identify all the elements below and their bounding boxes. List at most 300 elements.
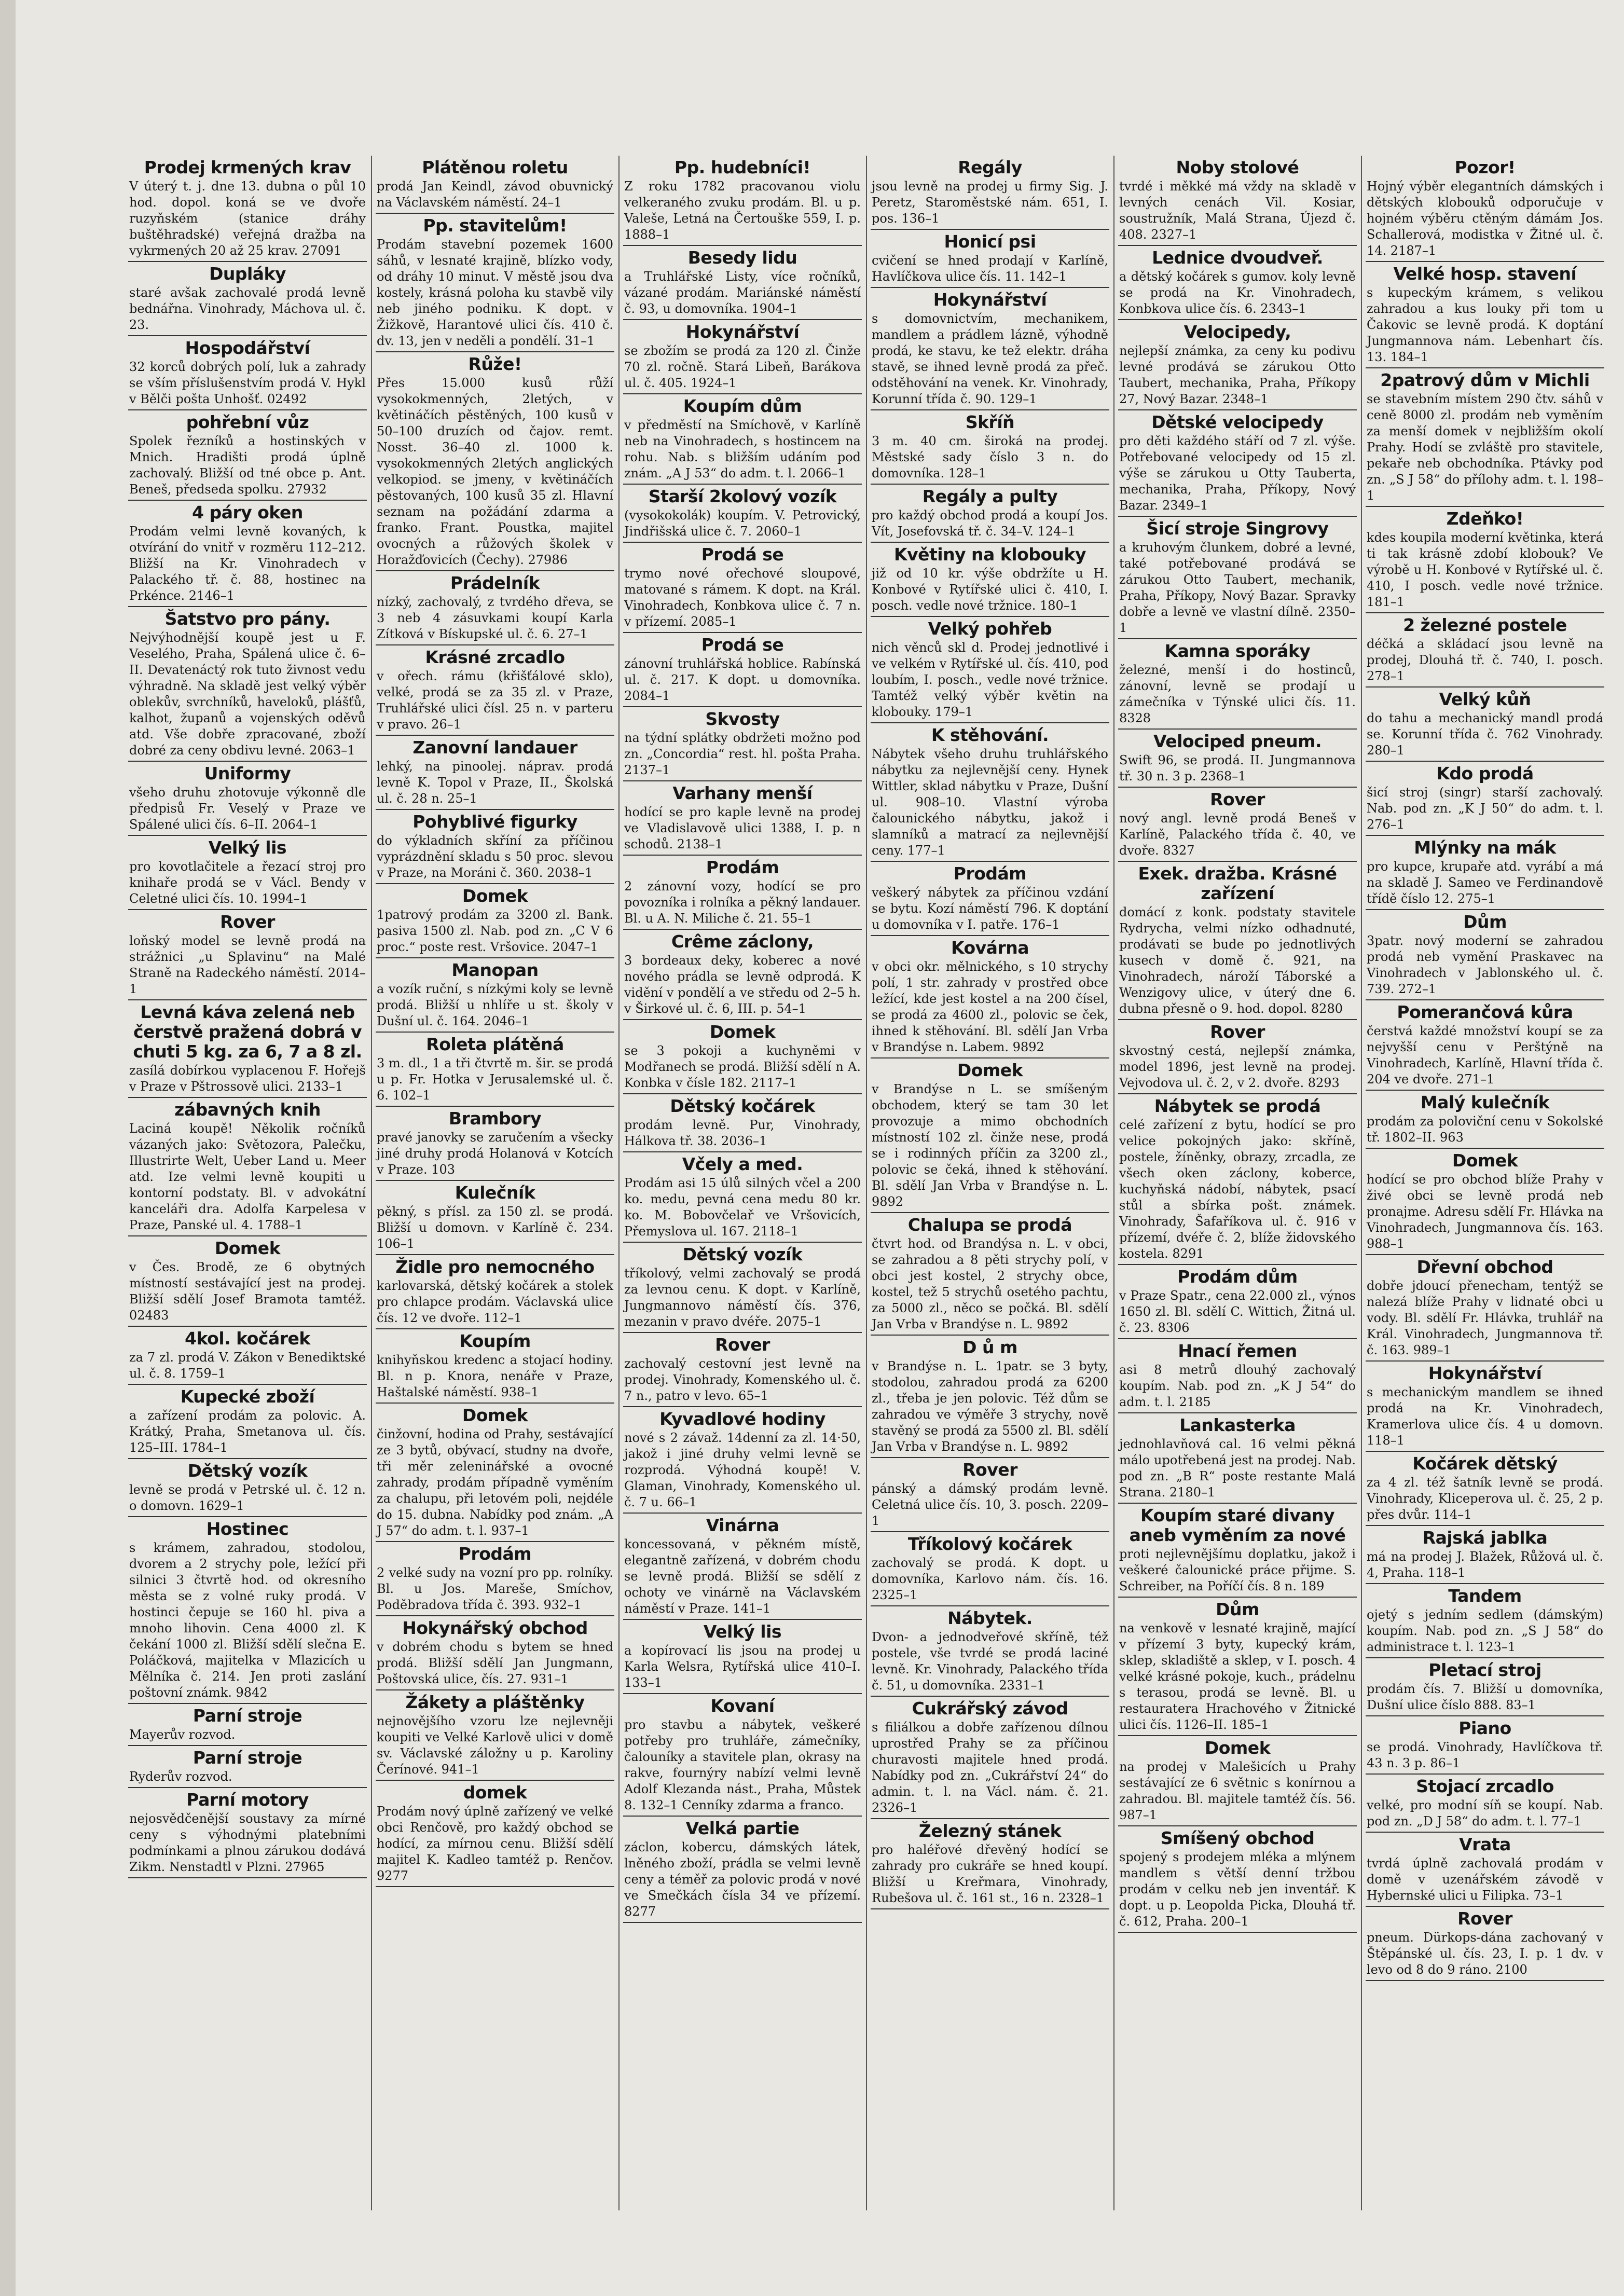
ad-body: hodící se pro obchod blíže Prahy v živé obci se levně prodá neb pronajme. Adresu sdělí Fr. Hlávka na Vinohradech, Jungmannova čís. 163. 988–1 <box>1367 1172 1603 1251</box>
classified-ad <box>128 1706 367 1746</box>
ad-headline: Smíšený obchod <box>1160 1828 1315 1848</box>
classified-ad <box>1366 1835 1604 1907</box>
classified-ad <box>871 158 1109 230</box>
ad-headline: Regály <box>958 157 1022 177</box>
ad-headline: Vrata <box>1459 1834 1511 1854</box>
ad-headline: Zdeňko! <box>1446 508 1524 529</box>
classified-ad <box>1366 264 1604 368</box>
classified-ad <box>128 764 367 836</box>
ad-body: s krámem, zahradou, stodolou, dvorem a 2 strychy pole, ležící při silnici 3 čtvrtě hod. od okresního města se z volné ruky prodá. V hostinci čepuje se 160 hl. piva a mnoho lihovin. Cena 4000 zl. K čekání 1000 zl. Bližší sdělí slečna E. Poláčková, majitelka v Mlazicích u Mělníka č. 214. Jen proti zaslání poštovní známk. 9842 <box>129 1541 366 1700</box>
classified-ad <box>623 1335 862 1407</box>
classified-ad <box>128 1329 367 1385</box>
ad-headline: Žákety a pláštěnky <box>405 1692 585 1712</box>
ad-body: Hojný výběr elegantních dámských i dětských klobouků odporučuje v hojném výběru ctěným dámám Jos. Schallerová, modistka v Žitné ul. č. 14. 2187–1 <box>1367 179 1603 258</box>
classified-ad <box>376 1183 614 1255</box>
ad-body: loňský model se levně prodá na strážnici „u Splavinu“ na Malé Straně na Radeckého náměstí. 2014–1 <box>129 933 366 996</box>
classified-ad <box>1118 1267 1357 1339</box>
classified-ad <box>376 1406 614 1542</box>
ad-headline: 4kol. kočárek <box>185 1328 310 1349</box>
ad-body: všeho druhu zhotovuje výkonně dle předpisů Fr. Veselý v Praze ve Spálené ulici čís. 6–II. 2064–1 <box>129 785 366 832</box>
classified-ad <box>623 1819 862 1923</box>
classified-ad <box>623 545 862 633</box>
ad-headline: Koupím dům <box>683 396 802 416</box>
ad-body: V úterý t. j. dne 13. dubna o půl 10 hod. dopol. koná se ve dvoře ruzyňském (stanice dráhy buštěhradské) veřejná dražba na vykrmených 20 až 25 krav. 27091 <box>129 179 366 258</box>
ad-body: prodám levně. Pur, Vinohrady, Hálkova tř. 38. 2036–1 <box>624 1118 861 1148</box>
ad-headline: Rajská jablka <box>1422 1528 1548 1548</box>
ad-headline: Rover <box>1210 1022 1265 1042</box>
page-edge <box>0 0 16 2296</box>
ad-headline: Manopan <box>451 960 539 980</box>
classified-ad <box>871 1460 1109 1532</box>
classified-ad <box>1366 509 1604 613</box>
classified-ad <box>1366 1777 1604 1833</box>
classified-ad <box>623 487 862 543</box>
ad-body: má na prodej J. Blažek, Růžová ul. č. 4, Praha. 118–1 <box>1367 1549 1603 1580</box>
ad-body: prodám čís. 7. Bližší u domovníka, Dušní ulice číslo 888. 83–1 <box>1367 1682 1603 1712</box>
ad-headline: Prodej krmených krav <box>144 157 351 177</box>
ad-body: a Truhlářské Listy, více ročníků, vázané prodám. Mariánské náměstí č. 93, u domovníka. 1904–1 <box>624 269 861 316</box>
classified-ad <box>376 1109 614 1181</box>
classified-ad <box>623 1154 862 1243</box>
ad-headline: Domek <box>462 886 528 906</box>
ad-headline: Hokynářství <box>685 322 800 342</box>
ad-body: domácí z konk. podstaty stavitele Rydrycha, velmi nízko odhadnuté, prodávati se bude po jednotlivých kusech v domě č. 921, na Vinohradech, nároží Táborské a Wenzigovy ulice, v úterý dne 6. dubna přesně o 9. hod. dopol. 8280 <box>1119 905 1356 1016</box>
ad-body: v Praze Spatr., cena 22.000 zl., výnos 1650 zl. Bl. sdělí C. Wittich, Žitná ul. č. 23. 8306 <box>1119 1288 1356 1335</box>
ad-headline: Růže! <box>468 354 522 374</box>
classified-ad <box>376 354 614 571</box>
classified-ad <box>1366 764 1604 836</box>
classified-column <box>128 156 367 2210</box>
classified-ad <box>871 619 1109 723</box>
classified-ad <box>623 1696 862 1817</box>
ad-body: pro kupce, krupaře atd. vyrábí a má na skladě J. Sameo ve Ferdinandově třídě číslo 12. 275–1 <box>1367 859 1603 906</box>
ad-headline: Dětský kočárek <box>670 1096 815 1116</box>
ad-headline: K stěhování. <box>931 725 1049 745</box>
classified-ad <box>623 1622 862 1694</box>
ad-headline: Parní stroje <box>192 1706 302 1726</box>
ad-headline: Dům <box>1216 1599 1259 1619</box>
ad-body: déčká a skládací jsou levně na prodej, Dlouhá tř. č. 740, I. posch. 278–1 <box>1367 637 1603 683</box>
classified-ad <box>623 932 862 1020</box>
ad-headline: Parní stroje <box>192 1748 302 1768</box>
ad-body: čerstvá každé množství koupí se za nejvyšší cenu v Perštýně na Vinohradech, Karlíně, Hlavní třída č. 204 ve dvoře. 271–1 <box>1367 1024 1603 1087</box>
ad-body: pro stavbu a nábytek, veškeré potřeby pro truhláře, zámečníky, čalouníky a stavitele plan, okrasy na rakve, fournýry nabízí velmi levně Adolf Klezanda nást., Praha, Můstek 8. 132–1 Cenníky zdarma a franco. <box>624 1717 861 1812</box>
ad-headline: Kovárna <box>951 938 1029 958</box>
ad-body: pro každý obchod prodá a koupí Jos. Vít, Josefovská tř. č. 34–V. 124–1 <box>872 508 1108 539</box>
ad-headline: Dřevní obchod <box>1416 1257 1553 1277</box>
classified-ad <box>376 1331 614 1404</box>
ad-headline: Rover <box>1210 789 1265 809</box>
classified-ad <box>128 912 367 1000</box>
ad-body: nový angl. levně prodá Beneš v Karlíně, Palackého třída č. 40, ve dvoře. 8327 <box>1119 811 1356 858</box>
classified-ad <box>1118 248 1357 320</box>
ad-body: 2 velké sudy na vozní pro pp. rolníky. Bl. u Jos. Mareše, Smíchov, Poděbradova třída č. 393. 932–1 <box>377 1565 613 1612</box>
ad-headline: Koupím staré divany aneb vyměním za nové <box>1129 1505 1346 1545</box>
classified-ad <box>1118 1506 1357 1598</box>
classified-ad <box>1366 1257 1604 1362</box>
ad-headline: Domek <box>462 1405 528 1425</box>
classified-ad <box>1118 519 1357 639</box>
ad-body: tříkolový, velmi zachovalý se prodá za levnou cenu. K dopt. v Karlíně, Jungmannovo náměstí čís. 376, mezanin v pravo dvéře. 2075–1 <box>624 1266 861 1329</box>
classified-column <box>1366 156 1604 2210</box>
ad-headline: Hostinec <box>206 1519 289 1539</box>
ad-body: zánovní truhlářská hoblice. Rabínská ul. č. 217. K dopt. u domovníka. 2084–1 <box>624 656 861 703</box>
ad-body: 3patr. nový moderní se zahradou prodá neb vymění Praskavec na Vinohradech v Jablonského ul. č. 739. 272–1 <box>1367 933 1603 996</box>
classified-ad <box>871 1699 1109 1819</box>
ad-body: koncessovaná, v pěkném místě, elegantně zařízená, v dobrém chodu se levně prodá. Bližší se sdělí z ochoty ve vinárně na Václavském náměstí v Praze. 141–1 <box>624 1537 861 1616</box>
ad-headline: Crême záclony, <box>671 931 814 952</box>
ad-headline: Dětský vozík <box>187 1461 308 1481</box>
ad-headline: Dupláky <box>209 264 286 284</box>
ad-body: a kopírovací lis jsou na prodej u Karla Welsra, Rytířská ulice 410–I. 133–1 <box>624 1643 861 1690</box>
ad-body: v předměstí na Smíchově, v Karlíně neb na Vinohradech, s hostincem na rohu. Nab. s bližším udáním pod znám. „A J 53“ do adm. t. l. 2066–1 <box>624 418 861 480</box>
classified-ad <box>1118 1828 1357 1933</box>
classified-ad <box>376 1544 614 1616</box>
classified-ad <box>1366 370 1604 507</box>
ad-headline: Kamna sporáky <box>1164 641 1311 661</box>
ad-headline: Velký lis <box>208 837 287 858</box>
ad-headline: Pomerančová kůra <box>1397 1002 1573 1022</box>
classified-ad <box>1366 1093 1604 1149</box>
ad-body: skvostný cestá, nejlepší známka, model 1896, jest levně na prodej. Vejvodova ul. č. 2, v 2. dvoře. 8293 <box>1119 1043 1356 1090</box>
ad-body: v Brandýse n L. se smíšeným obchodem, který se tam 30 let provozuje a mimo obchodních místností 102 zl. činže nese, prodá se i rodinných příčin za 3200 zl., polovic se čeká, ihned k stěhování. Bl. sdělí Jan Vrba v Brandýse n. L. 9892 <box>872 1082 1108 1209</box>
ad-body: pravé janovky se zaručením a všecky jiné druhy prodá Holanová v Kotcích v Praze. 103 <box>377 1130 613 1177</box>
classified-ad <box>376 573 614 645</box>
ad-body: Prodám velmi levně kovaných, k otvírání do vnitř v rozměru 112–212. Bližší na Kr. Vinohradech v Palackého tř. č. 88, hostinec na Prkénce. 2146–1 <box>129 524 366 603</box>
ad-body: s filiálkou a dobře zařízenou dílnou uprostřed Prahy se za příčinou churavosti majitele hned prodá. Nabídky pod zn. „Cukrářství 24“ do admin. t. l. na Václ. nám. č. 21. 2326–1 <box>872 1720 1108 1815</box>
ad-headline: Domek <box>1452 1150 1518 1171</box>
ad-headline: Kulečník <box>455 1183 535 1203</box>
classified-ad <box>623 248 862 320</box>
ad-headline: Honicí psi <box>944 231 1036 252</box>
ad-headline: Prodám dům <box>1177 1267 1298 1287</box>
classified-ad <box>623 322 862 394</box>
ad-body: asi 8 metrů dlouhý zachovalý koupím. Nab. pod zn. „K J 54“ do adm. t. l. 2185 <box>1119 1363 1356 1409</box>
ad-body: veškerý nábytek za příčinou vzdání se bytu. Kozí náměstí 796. K doptání u domovníka v I. patře. 176–1 <box>872 885 1108 932</box>
ad-body: v Čes. Brodě, ze 6 obytných místností sestávající jest na prodej. Bližší sdělí Josef Bramota tamtéž. 02483 <box>129 1260 366 1323</box>
classified-ad <box>1366 912 1604 1000</box>
classified-column <box>376 156 614 2210</box>
ad-body: Nejvýhodnější koupě jest u F. Veselého, Praha, Spálená ulice č. 6–II. Devatenáctý rok tuto živnost vedu výhradně. Na skladě jest velký výběr oblekův, svrchníků, haveloků, plášťů, kalhot, županů a vojenských oděvů atd. Vše dobře zpracované, zboží dobré za ceny obdivu levné. 2063–1 <box>129 630 366 758</box>
ad-headline: Starší 2kolový vozík <box>648 486 837 506</box>
ad-body: zasílá dobírkou vyplacenou F. Hořejš v Praze v Pštrossově ulici. 2133–1 <box>129 1063 366 1094</box>
ad-headline: Velká partie <box>685 1818 800 1838</box>
ad-headline: Včely a med. <box>682 1154 803 1174</box>
ad-headline: Kdo prodá <box>1436 763 1534 783</box>
ad-headline: Roleta plátěná <box>426 1034 564 1054</box>
ad-headline: Lednice dvoudveř. <box>1152 248 1323 268</box>
ad-body: lehký, na pinoolej. náprav. prodá levně K. Topol v Praze, II., Školská ul. č. 28 n. 25–1 <box>377 759 613 806</box>
ad-headline: Regály a pulty <box>922 486 1058 506</box>
classified-ad <box>128 1748 367 1788</box>
classified-ad <box>1118 158 1357 246</box>
classified-ad <box>1366 1660 1604 1716</box>
ad-headline: Prodám <box>953 863 1027 884</box>
ad-headline: Cukrářský závod <box>912 1698 1068 1718</box>
ad-body: ojetý s jedním sedlem (dámským) koupím. Nab. pod zn. „S J 58“ do administrace t. l. 123–1 <box>1367 1607 1603 1654</box>
ad-body: za 7 zl. prodá V. Zákon v Benediktské ul. č. 8. 1759–1 <box>129 1350 366 1381</box>
ad-body: Mayerův rozvod. <box>129 1727 236 1742</box>
column-rule <box>1113 156 1114 2210</box>
ad-headline: Zanovní landauer <box>412 737 577 758</box>
ad-body: Přes 15.000 kusů růží vysokokmenných, 2letých, v květináčích pěstěných, 100 kusů v 50–100 druzích od čajov. remt. Nosst. 36–40 zl. 1000 k. vysokokmenných 2letých anglických velkopiod. se jmeny, v květináčích pěstovaných, 100 kusů 35 zl. Hlavní seznam na požádání zdarma a franko. Frant. Poustka, majitel ovocných a růžových školek v Horažďovicích (Čechy). 27986 <box>377 376 613 567</box>
ad-body: s kupeckým krámem, s velikou zahradou a kus louky při tom u Čakovic se levně prodá. K doptání Jungmannova nám. Lebenhart čís. 13. 184–1 <box>1367 285 1603 364</box>
ad-body: 1patrový prodám za 3200 zl. Bank. pasiva 1500 zl. Nab. pod zn. „C V 6 proc.“ poste rest. Vršovice. 2047–1 <box>377 908 613 954</box>
ad-headline: Malý kulečník <box>1420 1092 1550 1112</box>
classified-ad <box>1118 1096 1357 1265</box>
ad-headline: Rover <box>220 912 275 932</box>
ad-body: Prodám nový úplně zařízený ve velké obci Renčově, pro každý obchod se hodící, za mírnou cenu. Bližší sdělí majitel K. Kadleo tamtéž p. Renčov. 9277 <box>377 1804 613 1883</box>
classified-ad <box>1366 1909 1604 1981</box>
ad-body: kdes koupila moderní květinka, která ti tak krásně zdobí klobouk? Ve výrobě u H. Konbové v Rytířské ul. č. 410, I posch. vedle nové tržnice. 181–1 <box>1367 530 1603 609</box>
ad-headline: 2 železné postele <box>1403 615 1567 635</box>
ad-headline: zábavných knih <box>174 1099 321 1120</box>
ad-body: s mechanickým mandlem se ihned prodá na Kr. Vinohradech, Kramerlova ulice čís. 4 u domovn. 118–1 <box>1367 1385 1603 1448</box>
ad-headline: Šicí stroje Singrovy <box>1146 518 1329 539</box>
ad-headline: 2patrový dům v Michli <box>1380 370 1590 390</box>
classified-ad <box>1366 838 1604 910</box>
ad-headline: Pohyblivé figurky <box>412 812 577 832</box>
ad-body: Prodám stavební pozemek 1600 sáhů, v lesnaté krajině, blízko vody, od dráhy 10 minut. V městě jsou dva kostely, krásná poloha ku stavbě vily neb jiného podniku. K dopt. v Žižkově, Harantové ulici čís. 410 č. dv. 13, jen v neděli a pondělí. 31–1 <box>377 237 613 348</box>
classified-ad <box>871 545 1109 617</box>
classified-ad <box>871 1608 1109 1697</box>
classified-ad <box>871 232 1109 288</box>
ad-body: Nábytek všeho druhu truhlářského nábytku za nejlevnější ceny. Hynek Wittler, sklad nábytku v Praze, Dušní ul. 908–10. Vlastní výroba čalounického nábytku, jakož i slamníků a matrací za nejlevnější ceny. 177–1 <box>872 747 1108 858</box>
ad-headline: Dětské velocipedy <box>1151 412 1324 432</box>
classified-ad <box>128 1100 367 1236</box>
ad-body: a kruhovým člunkem, dobré a levné, také potřebované prodává se zárukou Otto Taubert, mechanik, Praha, Příkopy, Nový Bazar. Spravky dobře a levně ve vlastní dílně. 2350–1 <box>1119 540 1356 635</box>
classified-ad <box>128 1239 367 1327</box>
classified-ad <box>871 725 1109 862</box>
ad-headline: Domek <box>957 1060 1023 1080</box>
ad-body: (vysokokolák) koupím. V. Petrovický, Jindřišská ulice č. 7. 2060–1 <box>624 508 861 539</box>
ad-headline: Skvosty <box>705 709 780 729</box>
classified-column <box>871 156 1109 2210</box>
ad-body: na venkově v lesnaté krajině, mající v přízemí 3 byty, kupecký krám, sklep, skladiště a sklep, v I. posch. 4 velké krásné pokoje, kuch., prádelnu s terasou, prodá se levně. Bl. u restauratera Hrachového v Žitnické ulici čís. 1126–II. 185–1 <box>1119 1621 1356 1732</box>
classified-ad <box>1366 1454 1604 1526</box>
ad-body: velké, pro modní síň se koupí. Nab. pod zn. „D J 58“ do adm. t. l. 77–1 <box>1367 1798 1603 1828</box>
ad-body: pro kovotlačitele a řezací stroj pro knihaře prodá se v Václ. Bendy v Celetné ulici čís. 10. 1994–1 <box>129 859 366 906</box>
ad-body: v obci okr. mělnického, s 10 strychy polí, 1 str. zahrady v prostřed obce ležící, kde jest kostel a na 200 čísel, se prodá za 4600 zl., polovic se ček, ihned k stěhování. Bl. sdělí Jan Vrba v Brandýse n. Labem. 9892 <box>872 959 1108 1054</box>
classified-ad <box>1118 1022 1357 1094</box>
ad-body: na týdní splátky obdržeti možno pod zn. „Concordia“ rest. hl. pošta Praha. 2137–1 <box>624 731 861 777</box>
ad-body: nejlepší známka, za ceny ku podivu levné prodává se zárukou Otto Taubert, mechanika, Praha, Příkopy 27, Nový Bazar. 2348–1 <box>1119 343 1356 406</box>
classified-ad <box>1118 641 1357 730</box>
ad-headline: Kovaní <box>710 1696 775 1716</box>
ad-body: Z roku 1782 pracovanou violu velkeraného zvuku prodám. Bl. u p. Valeše, Letná na Čertouške 559, I. p. 1888–1 <box>624 179 861 242</box>
classified-ad <box>623 158 862 246</box>
ad-headline: Pp. hudebníci! <box>674 157 811 177</box>
ad-headline: Prádelník <box>450 573 540 593</box>
classified-ad <box>871 938 1109 1058</box>
ad-body: se zbožím se prodá za 120 zl. Činže 70 zl. ročně. Stará Libeň, Barákova ul. č. 405. 1924–1 <box>624 343 861 390</box>
ad-body: se stavebním místem 290 čtv. sáhů v ceně 8000 zl. prodám neb vyměním za menší domek v nejbližším okolí Prahy. Hodí se zvláště pro stavitele, pekaře neb obchodníka. Ptávky pod zn. „S J 58“ do přílohy adm. t. l. 198–1 <box>1367 392 1603 503</box>
classified-column <box>1118 156 1357 2210</box>
ad-body: Swift 96, se prodá. II. Jungmannova tř. 30 n. 3 p. 2368–1 <box>1119 753 1356 783</box>
classified-ad <box>128 1519 367 1704</box>
ad-body: trymo nové ořechové sloupové, matované s rámem. K dopt. na Král. Vinohradech, Konbkova ulice č. 7 n. v přízemí. 2085–1 <box>624 566 861 629</box>
ad-headline: Hokynářství <box>1428 1363 1542 1383</box>
ad-headline: Skříň <box>965 412 1015 432</box>
ad-headline: Hospodářství <box>185 338 310 358</box>
classified-ad <box>1366 1718 1604 1775</box>
ad-headline: Kyvadlové hodiny <box>659 1409 825 1429</box>
ad-body: pro haléřové dřevěný hodící se zahrady pro cukráře se hned koupí. Bližší u Kreřmara, Vinohrady, Rubešova ul. č. 161 st., 16 n. 2328–1 <box>872 1843 1108 1905</box>
classified-ad <box>1366 1528 1604 1584</box>
classified-ad <box>1366 690 1604 762</box>
ad-headline: Prodám <box>458 1544 532 1564</box>
classified-ad <box>376 1783 614 1887</box>
ad-body: tvrdé i měkké má vždy na skladě v levných cenách Vil. Kosiar, soustružník, Malá Strana, Újezd č. 408. 2327–1 <box>1119 179 1356 242</box>
ad-headline: D ů m <box>962 1337 1017 1357</box>
classified-ad <box>376 1618 614 1690</box>
ad-headline: Velký lis <box>703 1621 782 1642</box>
ad-headline: Velocipedy, <box>1183 322 1291 342</box>
classified-ad <box>623 635 862 707</box>
classified-ad <box>128 609 367 762</box>
ad-body: záclon, kobercu, dámských látek, lněného zboží, prádla se velmi levně ceny a téměř za polovic prodá v nové ve Smečkách čísla 34 ve přízemí. 8277 <box>624 1840 861 1919</box>
ad-headline: Mlýnky na mák <box>1414 837 1556 858</box>
classified-ad <box>128 264 367 336</box>
ad-headline: Pp. stavitelům! <box>423 215 567 236</box>
ad-headline: Hokynářský obchod <box>402 1618 588 1638</box>
classified-ad <box>376 1257 614 1329</box>
ad-headline: pohřební vůz <box>186 412 309 432</box>
classified-ad <box>1118 732 1357 788</box>
ad-body: pro děti každého stáří od 7 zl. výše. Potřebované velocipedy od 15 zl. výše se zárukou u Otty Tauberta, mechanika, Praha, Příkopy, Nový Bazar. 2349–1 <box>1119 434 1356 513</box>
classified-ad <box>376 158 614 214</box>
ad-headline: Kočárek dětský <box>1412 1453 1558 1474</box>
classified-ad <box>871 487 1109 543</box>
ad-body: nízký, zachovalý, z tvrdého dřeva, se 3 neb 4 zásuvkami koupí Karla Zítková v Bískupské ul. č. 6. 27–1 <box>377 595 613 641</box>
classified-ad <box>623 396 862 485</box>
ad-body: dobře jdoucí přenecham, tentýž se nalezá blíže Prahy v lidnaté obci u vody. Bl. sdělí Fr. Hlávka, truhlář na Král. Vinohradech, Jungmannova tř. č. 163. 989–1 <box>1367 1278 1603 1357</box>
classified-ad <box>128 413 367 501</box>
ad-headline: Šatstvo pro pány. <box>164 609 331 629</box>
ad-headline: 4 páry oken <box>192 502 303 523</box>
classified-ad <box>623 709 862 781</box>
ad-body: zachovalý se prodá. K dopt. u domovníka, Karlovo nám. čís. 16. 2325–1 <box>872 1556 1108 1602</box>
classified-ad <box>128 1387 367 1459</box>
classified-ad <box>871 864 1109 936</box>
ad-headline: Pletací stroj <box>1428 1660 1542 1680</box>
ad-headline: Dům <box>1463 912 1507 932</box>
classified-ad <box>871 1061 1109 1213</box>
ad-body: prodá Jan Keindl, závod obuvnický na Václavském náměstí. 24–1 <box>377 179 613 210</box>
classified-ad <box>623 783 862 856</box>
classified-ad <box>623 858 862 930</box>
column-rule <box>866 156 867 2210</box>
ad-body: a dětský kočárek s gumov. koly levně se prodá na Kr. Vinohradech, Konbkova ulice čís. 6. 2343–1 <box>1119 269 1356 316</box>
ad-headline: Piano <box>1458 1718 1511 1738</box>
ad-headline: Prodá se <box>701 544 784 565</box>
ad-headline: Pozor! <box>1454 157 1516 177</box>
classified-ad <box>1366 1002 1604 1091</box>
classified-ad <box>128 1461 367 1517</box>
ad-body: činžovní, hodina od Prahy, sestávající ze 3 bytů, obývací, studny na dvoře, tři měr zeleninářské a ovocné zahrady, prodám případně vyměním za chalupu, při letovém poli, nejdéle do 15. dubna. Nabídky pod znám. „A J 57“ do adm. t. l. 937–1 <box>377 1427 613 1538</box>
ad-body: čtvrt hod. od Brandýsa n. L. v obci, se zahradou a 8 pěti strychy polí, v obci jest kostel, 2 strychy obce, kostel, tež 5 strychů osetého pachtu, za 5000 zl., něco se počká. Bl. sdělí Jan Vrba v Brandýse n. L. 9892 <box>872 1236 1108 1331</box>
classified-ad <box>623 1022 862 1094</box>
ad-body: staré avšak zachovalé prodá levně bednářna. Vinohrady, Máchova ul. č. 23. <box>129 285 366 332</box>
classified-column <box>623 156 862 2210</box>
ad-body: s domovnictvím, mechanikem, mandlem a prádlem lázně, výhodně prodá, ke stavu, ke tež elektr. dráha stavě, se ihned levně prodá za přeč. odstěhování na venek. Kr. Vinohrady, Korunní třída č. 90. 129–1 <box>872 311 1108 406</box>
classified-ad <box>623 1516 862 1620</box>
ad-headline: Nábytek se prodá <box>1154 1096 1321 1116</box>
ad-headline: Levná káva zelená neb čerstvě pražená dobrá v chuti 5 kg. za 6, 7 a 8 zl. <box>133 1002 362 1062</box>
ad-headline: Noby stolové <box>1176 157 1299 177</box>
ad-headline: domek <box>463 1782 527 1803</box>
classified-ad <box>128 503 367 607</box>
ad-headline: Rover <box>962 1460 1017 1480</box>
ad-body: zachovalý cestovní jest levně na prodej. Vinohrady, Komenského ul. č. 7 n., patro v levo. 65–1 <box>624 1356 861 1403</box>
ad-body: nejnovějšího vzoru lze nejlevněji koupiti ve Velké Karlově ulici v domě sv. Václavské záložny u p. Karoliny Čerínové. 941–1 <box>377 1714 613 1777</box>
ad-body: 3 m. 40 cm. široká na prodej. Městské sady číslo 3 n. do domovníka. 128–1 <box>872 434 1108 480</box>
ad-body: Ryderův rozvod. <box>129 1769 232 1784</box>
ad-body: celé zařízení z bytu, hodící se pro velice pokojných jako: skříně, postele, žíněnky, obrazy, zrcadla, ze všech oken záclony, koberce, kuchyňská nádobí, nábytek, psací stůl a sbírka pošt. známek. Vinohrady, Šafaříkova ul. č. 916 v přízemí, dvéře č. 2, blíže židovského kostela. 8291 <box>1119 1118 1356 1261</box>
ad-headline: Rover <box>1457 1908 1512 1929</box>
classified-ad <box>1118 1738 1357 1826</box>
ad-body: a zařízení prodám za polovic. A. Krátký, Praha, Smetanova ul. čís. 125–III. 1784–1 <box>129 1408 366 1455</box>
ad-body: spojený s prodejem mléka a mlýnem mandlem s větší denní tržbou prodám v celku neb jen inventář. K dopt. u p. Leopolda Picka, Dlouhá tř. č. 612, Praha. 200–1 <box>1119 1850 1356 1929</box>
ad-body: šicí stroj (singr) starší zachovalý. Nab. pod zn. „K J 50“ do adm. t. l. 276–1 <box>1367 785 1603 832</box>
ad-headline: Krásné zrcadlo <box>425 647 565 667</box>
ad-headline: Rover <box>715 1335 770 1355</box>
ad-body: za 4 zl. též šatník levně se prodá. Vinohrady, Kliceperova ul. č. 25, 2 p. přes dvůr. 114–1 <box>1367 1475 1603 1522</box>
ad-headline: Květiny na klobouky <box>894 544 1086 565</box>
ad-body: nové s 2 závaž. 14denní za zl. 14·50, jakož i jiné druhy velmi levně se rozprodá. Výhodná koupě! V. Glaman, Vinohrady, Komenského ul. č. 7 u. 66–1 <box>624 1431 861 1509</box>
ad-headline: Varhany menší <box>672 783 813 803</box>
ad-body: se 3 pokoji a kuchyněmi v Modřanech se prodá. Bližší sdělí n A. Konbka v čísle 182. 2117–1 <box>624 1043 861 1090</box>
classified-ad <box>1366 158 1604 262</box>
column-rule <box>618 156 620 2210</box>
ad-headline: Velký kůň <box>1439 689 1531 709</box>
ad-body: v Brandýse n. L. 1patr. se 3 byty, stodolou, zahradou prodá za 6200 zl., třeba je jen polovic. Též dům se zahradou ve výměře 3 strychy, nově stavěný se prodá za 5500 zl. Bl. sdělí Jan Vrba v Brandýse n. L. 9892 <box>872 1359 1108 1454</box>
classified-ad <box>128 158 367 262</box>
classified-ad <box>376 648 614 736</box>
ad-headline: Židle pro nemocného <box>395 1257 595 1277</box>
classified-ad <box>1366 1364 1604 1452</box>
classified-ad <box>623 1245 862 1333</box>
ad-headline: Plátěnou roletu <box>422 157 568 177</box>
classified-ad <box>1118 790 1357 862</box>
ad-body: Laciná koupě! Několik ročníků vázaných jako: Světozora, Palečku, Illustrirte Welt, Ueber Land u. Meer atd. Ize velmi levně koupiti u kontorní podstaty. Bl. v advokátní kanceláři dra. Adolfa Karpelesa v Praze, Panské ul. 4. 1788–1 <box>129 1121 366 1232</box>
classified-ad <box>376 738 614 810</box>
ad-headline: Chalupa se prodá <box>907 1215 1072 1235</box>
classified-ad <box>1118 413 1357 517</box>
ad-headline: Prodá se <box>701 635 784 655</box>
classified-ad <box>1118 1600 1357 1736</box>
ad-body: knihyňskou kredenc a stojací hodiny. Bl. n p. Knora, nenáře v Praze, Haštalské náměstí. 938–1 <box>377 1353 613 1399</box>
ad-headline: Domek <box>214 1238 281 1258</box>
classified-ad <box>1118 1415 1357 1504</box>
ad-body: v dobrém chodu s bytem se hned prodá. Bližší sdělí Jan Jungmann, Poštovská ulice, čís. 27. 931–1 <box>377 1640 613 1686</box>
ad-headline: Hnací řemen <box>1178 1341 1297 1361</box>
ad-headline: Dětský vozík <box>682 1244 803 1264</box>
ad-headline: Koupím <box>459 1331 531 1351</box>
classified-ad <box>1366 1151 1604 1255</box>
ad-body: se prodá. Vinohrady, Havlíčkova tř. 43 n. 3 p. 86–1 <box>1367 1740 1603 1770</box>
ad-body: do výkladních skříní za příčinou vyprázdnění skladu s 50 proc. slevou v Praze, na Moráni č. 360. 2038–1 <box>377 833 613 880</box>
ad-body: Prodám asi 15 úlů silných včel a 200 ko. medu, pevná cena medu 80 kr. ko. M. Bobovčelař ve Vršovicích, Přemyslova ul. 167. 2118–1 <box>624 1176 861 1239</box>
ad-headline: Hokynářství <box>933 290 1047 310</box>
classified-ad <box>623 1409 862 1514</box>
ad-body: karlovarská, dětský kočárek a stolek pro chlapce prodám. Václavská ulice čís. 12 ve dvoře. 112–1 <box>377 1278 613 1325</box>
column-rule <box>371 156 372 2210</box>
classified-ad <box>376 960 614 1033</box>
classified-ad <box>376 812 614 884</box>
ad-body: nejosvědčenější soustavy za mírné ceny s výhodnými platebními podmínkami a plnou zárukou dodává Zikm. Nenstadtl v Plzni. 27965 <box>129 1811 366 1874</box>
classified-ad <box>128 838 367 910</box>
